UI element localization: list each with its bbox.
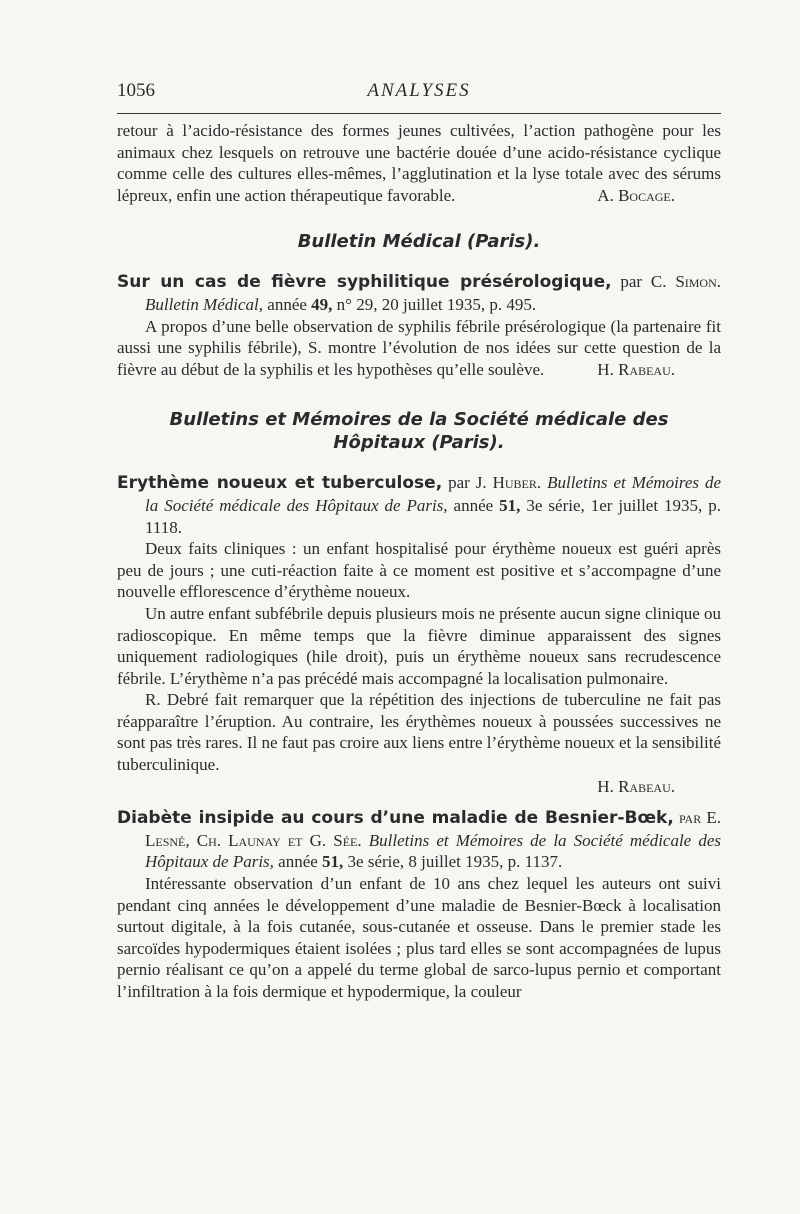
article-volume: 51,	[499, 495, 521, 515]
page-content	[117, 120, 721, 1003]
page-header	[117, 80, 721, 104]
article-title: Diabète insipide au cours d’une maladie de Besnier-Bœk,	[117, 808, 674, 829]
intro-paragraph	[117, 120, 721, 206]
article-paragraph: Un autre enfant subfébrile depuis plusieurs mois ne présente aucun signe clinique ou radioscopique. En même temps que la fièvre diminue apparaissent des signes uniquement radiologiques (hile droit), puis un érythème noueux sans recrudescence fébrile. L’érythème n’a pas précédé mais accompagné la localisation pulmonaire.	[117, 603, 721, 688]
article-author: Simon.	[675, 272, 722, 292]
article-author: Huber.	[492, 473, 542, 493]
article-ref: 3e série, 8 juillet 1935, p. 1137.	[347, 852, 563, 872]
article-heading	[117, 807, 721, 873]
article-paragraph: Deux faits cliniques : un enfant hospitalisé pour érythème noueux est guéri après peu de jours ; une cuti-réaction faite à ce moment est positive et s’accompagne d’une nouvelle efflorescence d’érythème noueux.	[117, 539, 721, 602]
article-journal: Bulletins et Mémoires de la Société médicale des Hôpitaux de Paris,	[145, 830, 722, 872]
section-title-bulletin-medical: Bulletin Médical (Paris).	[297, 231, 541, 253]
article-journal: Bulletin Médical,	[145, 294, 264, 314]
article-diabete-insipide	[117, 807, 721, 1002]
article-heading	[117, 271, 721, 315]
page-number: 1056	[117, 80, 155, 101]
intro-signature: A. Bocage.	[597, 185, 675, 205]
intro-text: retour à l’acido-résistance des formes jeunes cultivées, l’action pathogène pour les animaux chez lesquels on retrouve une bactérie douée d’une acido-résistance cyclique comme celle des cultures elles-mêmes, l’agglutination et la lyse totale avec des sérums lépreux, enfin une action thérapeutique favorable.	[117, 121, 721, 205]
article-ref: 3e série, 1er juillet 1935, p. 1118.	[145, 495, 722, 537]
section-title-societe-medicale: Bulletins et Mémoires de la Société médicale des Hôpitaux (Paris).	[169, 409, 669, 454]
article-journal: Bulletins et Mémoires de la Société médicale des Hôpitaux de Paris,	[145, 473, 722, 515]
article-volume: 49,	[311, 294, 333, 314]
article-paragraph: A propos d’une belle observation de syphilis fébrile présérologique (la partenaire fit aussi une syphilis fébrile), S. montre l’évolution de nos idées sur cette question de la fièvre au début de la syphilis et les hypothèses qu’elle soulève.	[117, 316, 721, 379]
article-by: par C.	[620, 272, 667, 292]
article-title: Sur un cas de fièvre syphilitique présérologique,	[117, 272, 612, 293]
article-by: par E. Lesné, Ch. Launay et G. Sée.	[145, 808, 721, 850]
header-rule	[117, 113, 721, 114]
article-heading	[117, 472, 721, 538]
article-ref: n° 29, 20 juillet 1935, p. 495.	[336, 294, 537, 314]
article-by: par J.	[448, 473, 487, 493]
article-annee: année	[278, 852, 318, 872]
article-erytheme-noueux	[117, 472, 721, 797]
article-volume: 51,	[322, 852, 344, 872]
article-paragraph: Intéressante observation d’un enfant de 10 ans chez lequel les auteurs ont suivi pendant cinq années le développement d’une maladie de Besnier-Bœck à localisation surtout digitale, à la fois cutanée, sous-cutanée et osseuse. Dans le premier stade les sarcoïdes hypodermiques étaient isolées ; plus tard elles se sont accompagnées de lupus pernio réalisant ce qu’on a appelé du terme global de sarco-lupus pernio et comportant l’infiltration à la fois dermique et hypodermique, la couleur	[117, 874, 721, 1001]
article-paragraph: R. Debré fait remarquer que la répétition des injections de tuberculine ne fait pas réapparaître l’éruption. Au contraire, les érythèmes noueux à poussées successives ne sont pas très rares. Il ne faut pas croire aux liens entre l’érythème noueux et la sensibilité tuberculinique.	[117, 690, 721, 775]
article-annee: année	[267, 294, 307, 314]
running-title: ANALYSES	[367, 80, 471, 101]
article-annee: année	[453, 495, 494, 515]
article-signature: H. Rabeau.	[597, 359, 675, 379]
article-signature: H. Rabeau.	[597, 776, 675, 796]
article-fievre-syphilitique	[117, 271, 721, 380]
article-title: Erythème noueux et tuberculose,	[117, 473, 443, 494]
